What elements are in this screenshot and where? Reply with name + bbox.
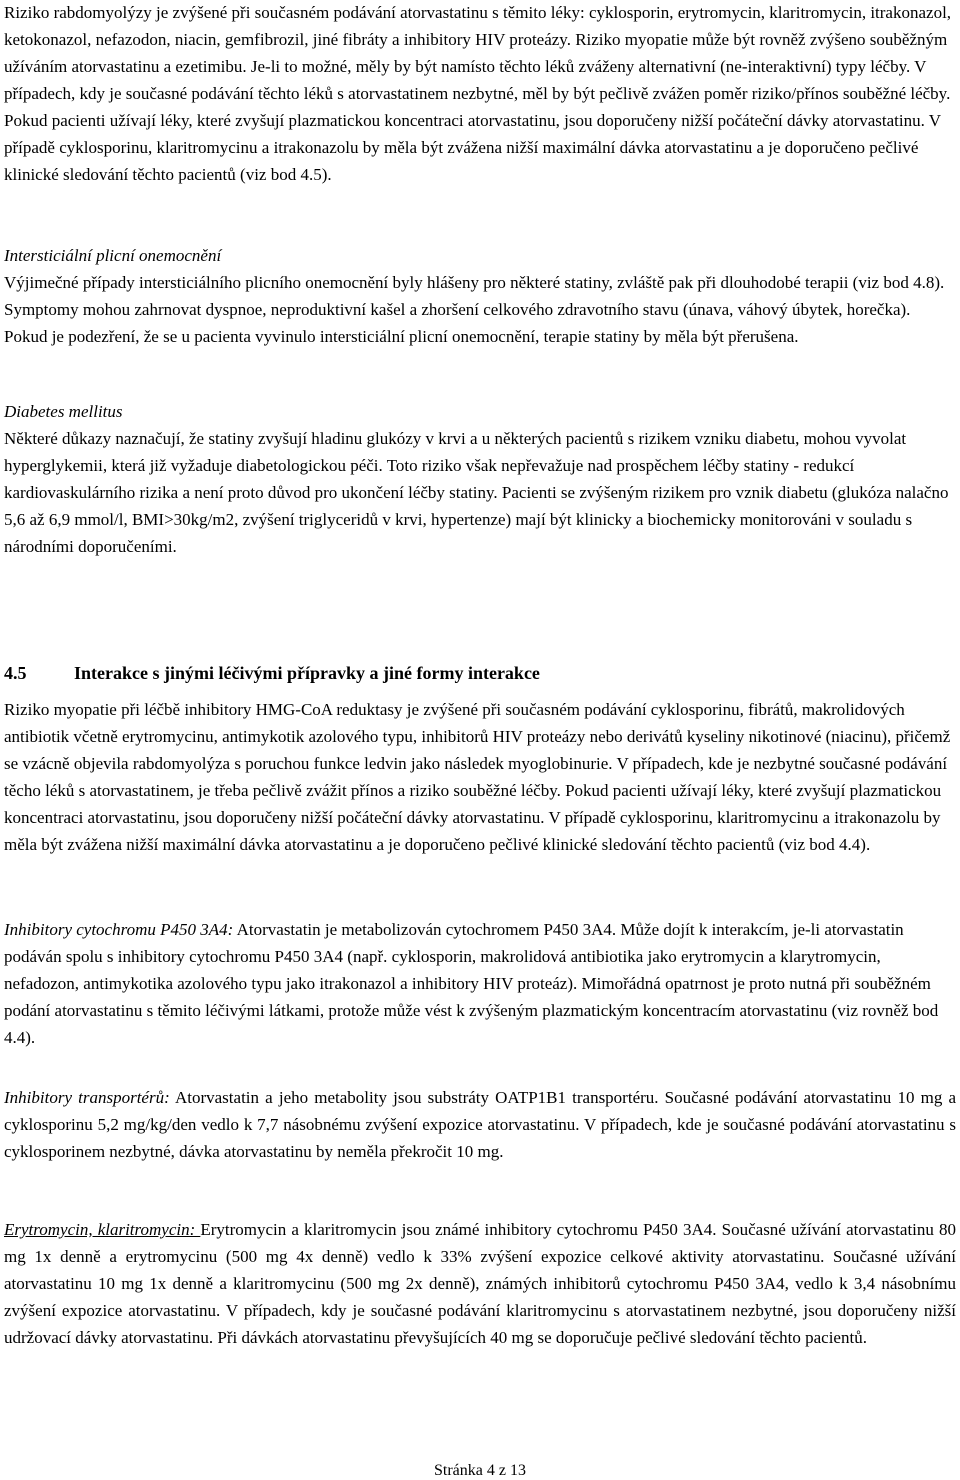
diabetes-subheading: Diabetes mellitus xyxy=(4,402,123,421)
cyp3a4-text: Atorvastatin je metabolizován cytochromem P450 3A4. Může dojít k interakcím, je-li atorvastatin podáván spolu s inhibitory cytochromu P450 3A4 (např. cyklosporin, makrolidová antibiotika jako erytromycin a klarytromycin, nefadozon, antimykotika azolového typu jako itrakonazol a inhibitory HIV proteáz). Mimořádná opatrnost je proto nutná při souběžném podání atorvastatinu s těmito léčivými látkami, protože může vést k zvýšeným plazmatickým koncentracím atorvastatinu (viz rovněž bod 4.4). xyxy=(4,920,939,1047)
rhabdomyolysis-paragraph: Riziko rabdomyolýzy je zvýšené při současném podávání atorvastatinu s těmito léky: cyklosporin, erytromycin, klaritromycin, itrakonazol, ketokonazol, nefazodon, niacin, gemfibrozil, jiné fibráty a inhibitory HIV proteázy. Riziko myopatie může být rovněž zvýšeno souběžným užíváním atorvastatinu a ezetimibu. Je-li to možné, měly by být namísto těchto léků zváženy alternativní (ne-interaktivní) typy léčby. V případech, kdy je současné podávání těchto léků s atorvastatinem nezbytné, měl by být pečlivě zvážen poměr riziko/přínos souběžné léčby. Pokud pacienti užívají léky, které zvyšují plazmatickou koncentraci atorvastatinu, jsou doporučeny nižší počáteční dávky atorvastatinu. V případě cyklosporinu, klaritromycinu a itrakonazolu by měla být zvážena nižší maximální dávka atorvastatinu a je doporučeno pečlivé klinické sledování těchto pacientů (viz bod 4.5). xyxy=(4,3,952,184)
section-heading xyxy=(4,660,956,687)
interaction-intro-paragraph: Riziko myopatie při léčbě inhibitory HMG-CoA reduktasy je zvýšené při současném podávání cyklosporinu, fibrátů, makrolidových antibiotik včetně erytromycinu, antimykotik azolového typu, inhibitorů HIV proteázy nebo derivátů kyseliny nikotinové (niacinu), přičemž se vzácně objevila rabdomyolýza s poruchou funkce ledvin jako následek myoglobinurie. V případech, kde je nezbytné současné podávání těcho léků s atorvastatinem, je třeba pečlivě zvážit přínos a riziko souběžné léčby. Pokud pacienti užívají léky, které zvyšují plazmatickou koncentraci atorvastatinu, jsou doporučeny nižší počáteční dávky atorvastatinu. V případě cyklosporinu, klaritromycinu a itrakonazolu by měla být zvážena nižší maximální dávka atorvastatinu a je doporučeno pečlivé klinické sledování těchto pacientů (viz bod 4.4). xyxy=(4,700,951,854)
isd-subheading: Intersticiální plicní onemocnění xyxy=(4,246,222,265)
transporter-text: Atorvastatin a jeho metabolity jsou substráty OATP1B1 transportéru. Současné podávání atorvastatinu 10 mg a cyklosporinu 5,2 mg/kg/den vedlo k 7,7 násobnému zvýšení expozice atorvastatinu. V případech, kde je současné podávání atorvastatinu s cyklosporinem nezbytné, dávka atorvastatinu by neměla překročit 10 mg. xyxy=(4,1088,957,1161)
section-number: 4.5 xyxy=(4,663,27,683)
erythromycin-paragraph xyxy=(4,1216,956,1351)
page-number-footer: Stránka 4 z 13 xyxy=(434,1462,526,1479)
transporter-paragraph xyxy=(4,1084,956,1165)
transporter-label: Inhibitory transportérů: xyxy=(4,1088,170,1107)
cyp3a4-paragraph xyxy=(4,916,956,1051)
cyp3a4-label: Inhibitory cytochromu P450 3A4: xyxy=(4,920,234,939)
section-title: Interakce s jinými léčivými přípravky a jiné formy interakce xyxy=(74,663,540,683)
erythromycin-text: Erytromycin a klaritromycin jsou známé inhibitory cytochromu P450 3A4. Současné užívání atorvastatinu 80 mg 1x denně a erytromycinu (500 mg 4x denně) vedlo k 33% zvýšení expozice celkové aktivity atorvastatinu. Současné užívání atorvastatinu 10 mg 1x denně a klaritromycinu (500 mg 2x denně), známých inhibitorů cytochromu P450 3A4, vedlo k 3,4 násobnímu zvýšení expozice atorvastatinu. V případech, kdy je současné podávání klaritromycinu s atorvastatinem nezbytné, jsou doporučeny nižší udržovací dávky atorvastatinu. Při dávkách atorvastatinu převyšujících 40 mg se doporučuje pečlivé sledování těchto pacientů. xyxy=(4,1220,956,1347)
isd-paragraph: Výjimečné případy intersticiálního plicního onemocnění byly hlášeny pro některé statiny, zvláště pak při dlouhodobé terapii (viz bod 4.8). Symptomy mohou zahrnovat dyspnoe, neproduktivní kašel a zhoršení celkového zdravotního stavu (únava, váhový úbytek, horečka). Pokud je podezření, že se u pacienta vyvinulo intersticiální plicní onemocnění, terapie statiny by měla být přerušena. xyxy=(4,273,945,346)
erythromycin-label: Erytromycin, klaritromycin: xyxy=(4,1220,201,1239)
diabetes-paragraph: Některé důkazy naznačují, že statiny zvyšují hladinu glukózy v krvi a u některých pacientů s rizikem vzniku diabetu, mohou vyvolat hyperglykemii, která již vyžaduje diabetologickou péči. Toto riziko však nepřevažuje nad prospěchem léčby statiny - redukcí kardiovaskulárního rizika a není proto důvod pro ukončení léčby statiny. Pacienti se zvýšeným rizikem pro vznik diabetu (glukóza nalačno 5,6 až 6,9 mmol/l, BMI>30kg/m2, zvýšení triglyceridů v krvi, hypertenze) mají být klinicky a biochemicky monitorováni v souladu s národními doporučeními. xyxy=(4,429,949,556)
